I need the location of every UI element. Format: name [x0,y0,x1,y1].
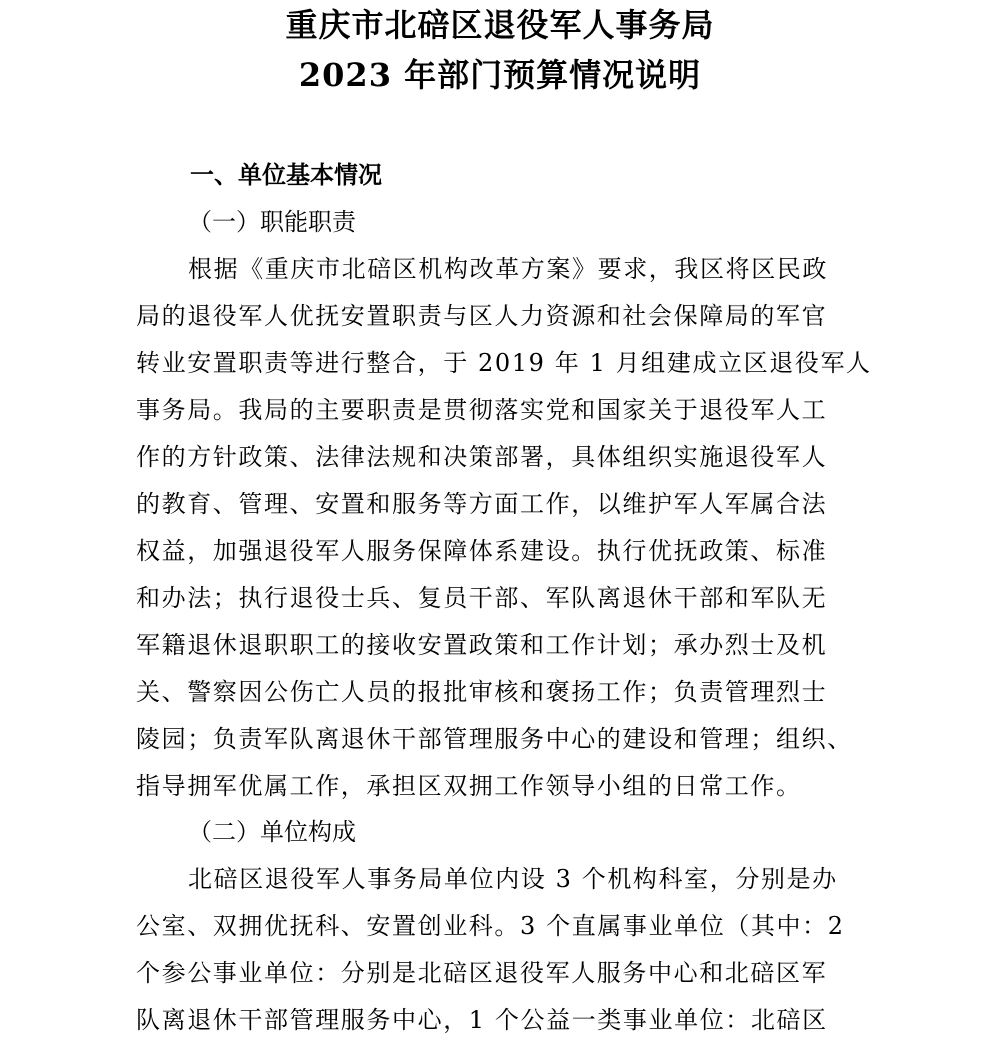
subsection-heading-functions: （一）职能职责 [188,208,356,236]
paragraph-line: 指导拥军优属工作，承担区双拥工作领导小组的日常工作。 [136,772,802,800]
document-title-line-2: 2023 年部门预算情况说明 [298,56,702,94]
paragraph-line: 个参公事业单位：分别是北碚区退役军人服务中心和北碚区军 [136,959,828,987]
paragraph-line: 和办法；执行退役士兵、复员干部、军队离退休干部和军队无 [136,584,828,612]
paragraph-line: 根据《重庆市北碚区机构改革方案》要求，我区将区民政 [188,255,828,283]
subsection-heading-composition: （二）单位构成 [188,818,356,846]
paragraph-line: 陵园；负责军队离退休干部管理服务中心的建设和管理；组织、 [136,725,853,753]
paragraph-line: 的教育、管理、安置和服务等方面工作，以维护军人军属合法 [136,490,828,518]
section-heading-basic-info: 一、单位基本情况 [190,160,382,189]
paragraph-line: 事务局。我局的主要职责是贯彻落实党和国家关于退役军人工 [136,396,828,424]
paragraph-line: 权益，加强退役军人服务保障体系建设。执行优抚政策、标准 [136,537,828,565]
paragraph-line: 军籍退休退职职工的接收安置政策和工作计划；承办烈士及机 [136,631,828,659]
paragraph-line: 作的方针政策、法律法规和决策部署，具体组织实施退役军人 [136,443,828,471]
paragraph-line: 公室、双拥优抚科、安置创业科。3 个直属事业单位（其中：2 [136,912,845,940]
paragraph-line: 关、警察因公伤亡人员的报批审核和褒扬工作；负责管理烈士 [136,678,828,706]
paragraph-line: 转业安置职责等进行整合，于 2019 年 1 月组建成立区退役军人 [136,349,872,377]
document-title-line-1: 重庆市北碚区退役军人事务局 [285,6,715,44]
paragraph-line: 队离退休干部管理服务中心，1 个公益一类事业单位：北碚区 [136,1006,828,1034]
paragraph-line: 北碚区退役军人事务局单位内设 3 个机构科室，分别是办 [188,865,838,893]
paragraph-line: 局的退役军人优抚安置职责与区人力资源和社会保障局的军官 [136,302,828,330]
